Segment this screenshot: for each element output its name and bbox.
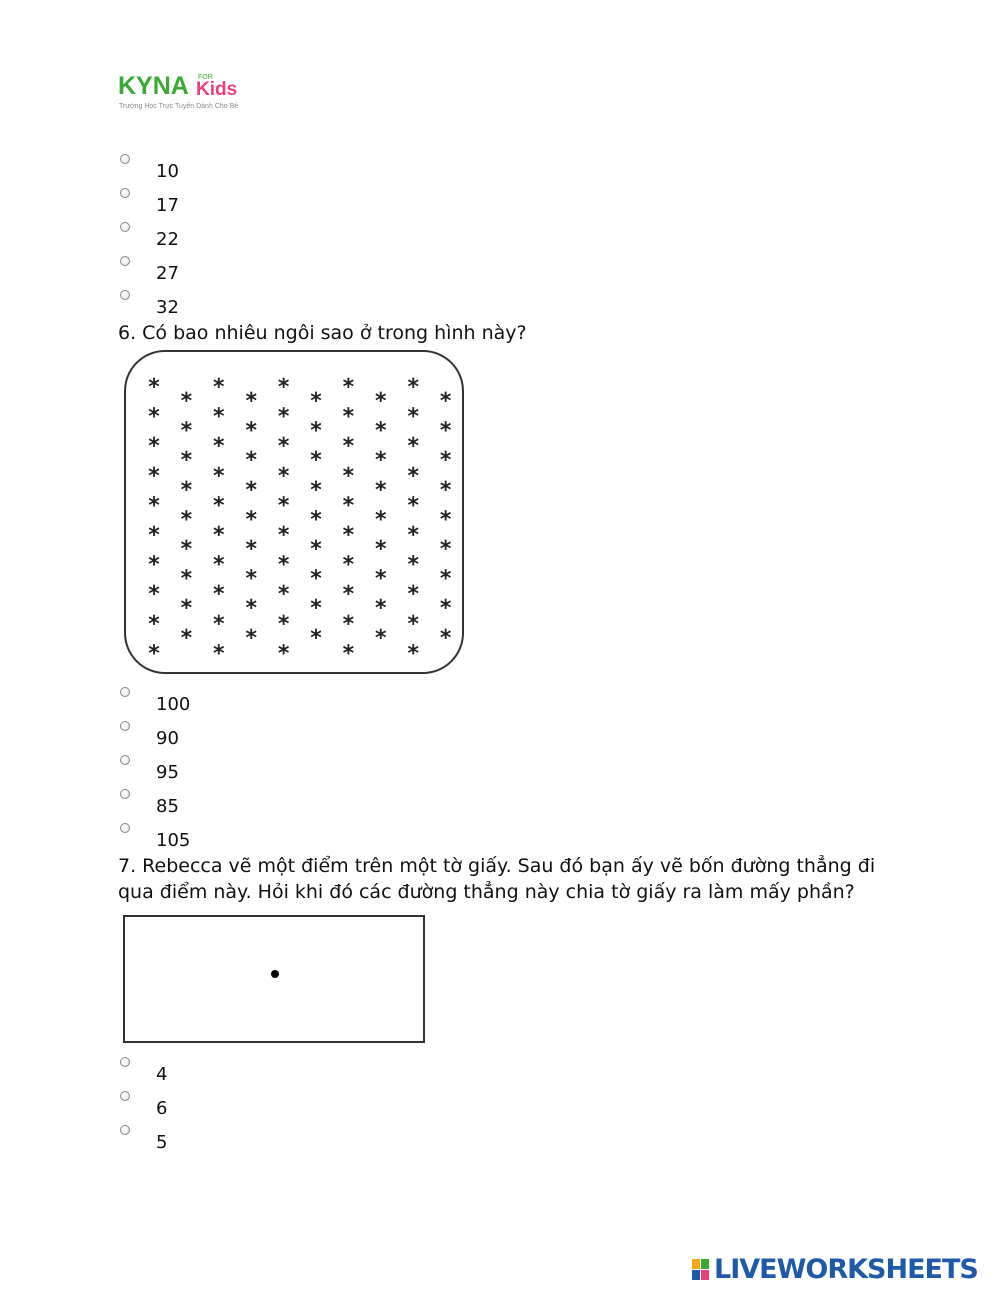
star-mark: * xyxy=(148,404,160,430)
star-mark: * xyxy=(180,389,193,414)
option-label: 105 xyxy=(156,830,191,851)
star-mark: * xyxy=(148,434,160,460)
star-mark: * xyxy=(407,434,419,460)
q5-option[interactable] xyxy=(118,188,418,218)
option-label: 85 xyxy=(156,796,179,817)
star-mark: * xyxy=(342,375,355,400)
star-mark: * xyxy=(213,611,225,637)
star-mark: * xyxy=(375,448,387,474)
star-mark: * xyxy=(375,537,387,562)
radio-button[interactable] xyxy=(120,188,130,198)
radio-button[interactable] xyxy=(120,256,130,266)
radio-button[interactable] xyxy=(120,1057,130,1067)
star-mark: * xyxy=(245,418,257,444)
star-mark: * xyxy=(148,463,160,489)
star-mark: * xyxy=(213,434,225,460)
star-mark: * xyxy=(245,507,257,533)
star-mark: * xyxy=(245,566,257,592)
q6-option[interactable] xyxy=(118,755,418,785)
q5-option[interactable] xyxy=(118,154,418,184)
star-mark: * xyxy=(148,493,160,519)
star-mark: * xyxy=(310,389,322,414)
star-mark: * xyxy=(375,566,387,592)
liveworksheets-logo xyxy=(692,1252,992,1288)
radio-button[interactable] xyxy=(120,687,130,697)
star-mark: * xyxy=(148,523,160,548)
radio-button[interactable] xyxy=(120,222,130,232)
star-mark: * xyxy=(375,418,387,444)
star-mark: * xyxy=(245,537,257,562)
q7-option[interactable] xyxy=(118,1091,418,1121)
star-mark: * xyxy=(277,434,290,460)
paper-figure xyxy=(123,915,425,1043)
q7-option[interactable] xyxy=(118,1057,418,1087)
q5-option[interactable] xyxy=(118,290,418,320)
option-label: 22 xyxy=(156,229,179,250)
radio-button[interactable] xyxy=(120,755,130,765)
liveworksheets-icon xyxy=(692,1259,710,1281)
star-mark: * xyxy=(407,582,419,608)
star-mark: * xyxy=(439,507,452,533)
star-mark: * xyxy=(342,552,355,578)
star-mark: * xyxy=(310,507,322,533)
star-mark: * xyxy=(439,477,452,503)
star-mark: * xyxy=(245,596,257,622)
star-mark: * xyxy=(407,493,419,519)
star-mark: * xyxy=(439,537,452,562)
logo-brand-kids: Kids xyxy=(196,79,238,100)
radio-button[interactable] xyxy=(120,1091,130,1101)
star-mark: * xyxy=(277,375,290,400)
star-mark: * xyxy=(375,507,387,533)
star-mark: * xyxy=(407,611,419,637)
star-mark: * xyxy=(407,523,419,548)
logo-tagline: Trường Học Trực Tuyến Dành Cho Bé xyxy=(119,103,239,110)
star-mark: * xyxy=(245,477,257,503)
option-label: 95 xyxy=(156,762,179,783)
radio-button[interactable] xyxy=(120,823,130,833)
star-mark: * xyxy=(213,552,225,578)
star-mark: * xyxy=(407,375,419,400)
star-mark: * xyxy=(180,448,193,474)
star-mark: * xyxy=(180,477,193,503)
option-label: 32 xyxy=(156,297,179,318)
star-mark: * xyxy=(277,463,290,489)
star-mark: * xyxy=(310,477,322,503)
star-mark: * xyxy=(407,641,419,667)
star-mark: * xyxy=(148,552,160,578)
kyna-logo xyxy=(118,72,278,112)
star-mark: * xyxy=(213,523,225,548)
star-mark: * xyxy=(439,389,452,414)
star-mark: * xyxy=(407,552,419,578)
star-mark: * xyxy=(213,582,225,608)
question-7-text: 7. Rebecca vẽ một điểm trên một tờ giấy. Sau đó bạn ấy vẽ bốn đường thẳng đi qua điểm này. Hỏi khi đó các đường thẳng này chia tờ giấy ra làm mấy phần? xyxy=(118,855,876,903)
option-label: 5 xyxy=(156,1132,168,1153)
q5-option[interactable] xyxy=(118,222,418,252)
q6-option[interactable] xyxy=(118,721,418,751)
star-mark: * xyxy=(310,537,322,562)
star-mark: * xyxy=(277,523,290,548)
star-mark: * xyxy=(375,389,387,414)
star-mark: * xyxy=(180,418,193,444)
option-label: 6 xyxy=(156,1098,168,1119)
star-mark: * xyxy=(213,404,225,430)
star-mark: * xyxy=(439,596,452,622)
question-6-text: 6. Có bao nhiêu ngôi sao ở trong hình này? xyxy=(118,322,527,344)
star-mark: * xyxy=(342,523,355,548)
paper-dot xyxy=(271,970,279,978)
paper-frame xyxy=(124,916,424,1042)
q7-option[interactable] xyxy=(118,1125,418,1155)
star-mark: * xyxy=(213,641,225,667)
star-mark: * xyxy=(277,611,290,637)
q6-option[interactable] xyxy=(118,687,418,717)
star-mark: * xyxy=(342,611,355,637)
option-label: 27 xyxy=(156,263,179,284)
star-mark: * xyxy=(180,596,193,622)
option-label: 100 xyxy=(156,694,191,715)
logo-brand-small: FOR xyxy=(198,74,213,81)
radio-button[interactable] xyxy=(120,1125,130,1135)
star-mark: * xyxy=(439,448,452,474)
star-mark: * xyxy=(342,434,355,460)
option-label: 10 xyxy=(156,161,179,182)
star-mark: * xyxy=(245,625,257,651)
star-mark: * xyxy=(310,596,322,622)
radio-button[interactable] xyxy=(120,154,130,164)
radio-button[interactable] xyxy=(120,789,130,799)
star-mark: * xyxy=(277,493,290,519)
star-mark: * xyxy=(180,566,193,592)
star-mark: * xyxy=(342,404,355,430)
star-mark: * xyxy=(342,641,355,667)
star-mark: * xyxy=(180,537,193,562)
star-mark: * xyxy=(148,582,160,608)
star-mark: * xyxy=(342,463,355,489)
star-mark: * xyxy=(375,596,387,622)
star-mark: * xyxy=(407,404,419,430)
star-mark: * xyxy=(277,582,290,608)
star-mark: * xyxy=(245,389,257,414)
star-mark: * xyxy=(277,552,290,578)
radio-button[interactable] xyxy=(120,290,130,300)
star-mark: * xyxy=(310,418,322,444)
star-mark: * xyxy=(375,477,387,503)
star-mark: * xyxy=(148,375,160,400)
star-mark: * xyxy=(213,463,225,489)
q5-option[interactable] xyxy=(118,256,418,286)
star-mark: * xyxy=(148,641,160,667)
footer-brand: LIVEWORKSHEETS xyxy=(714,1254,978,1285)
star-mark: * xyxy=(213,493,225,519)
logo-brand: KYNA xyxy=(118,72,189,100)
star-mark: * xyxy=(407,463,419,489)
star-mark: * xyxy=(342,582,355,608)
option-label: 17 xyxy=(156,195,179,216)
option-label: 90 xyxy=(156,728,179,749)
star-mark: * xyxy=(180,625,193,651)
radio-button[interactable] xyxy=(120,721,130,731)
q6-option[interactable] xyxy=(118,823,418,853)
stars-figure xyxy=(124,350,464,674)
option-label: 4 xyxy=(156,1064,168,1085)
q6-option[interactable] xyxy=(118,789,418,819)
star-mark: * xyxy=(439,418,452,444)
star-mark: * xyxy=(180,507,193,533)
star-mark: * xyxy=(310,566,322,592)
star-mark: * xyxy=(277,641,290,667)
star-mark: * xyxy=(310,448,322,474)
star-mark: * xyxy=(342,493,355,519)
star-mark: * xyxy=(439,566,452,592)
star-mark: * xyxy=(439,625,452,651)
star-mark: * xyxy=(245,448,257,474)
star-mark: * xyxy=(148,611,160,637)
star-mark: * xyxy=(375,625,387,651)
star-mark: * xyxy=(213,375,225,400)
star-mark: * xyxy=(310,625,322,651)
star-mark: * xyxy=(277,404,290,430)
